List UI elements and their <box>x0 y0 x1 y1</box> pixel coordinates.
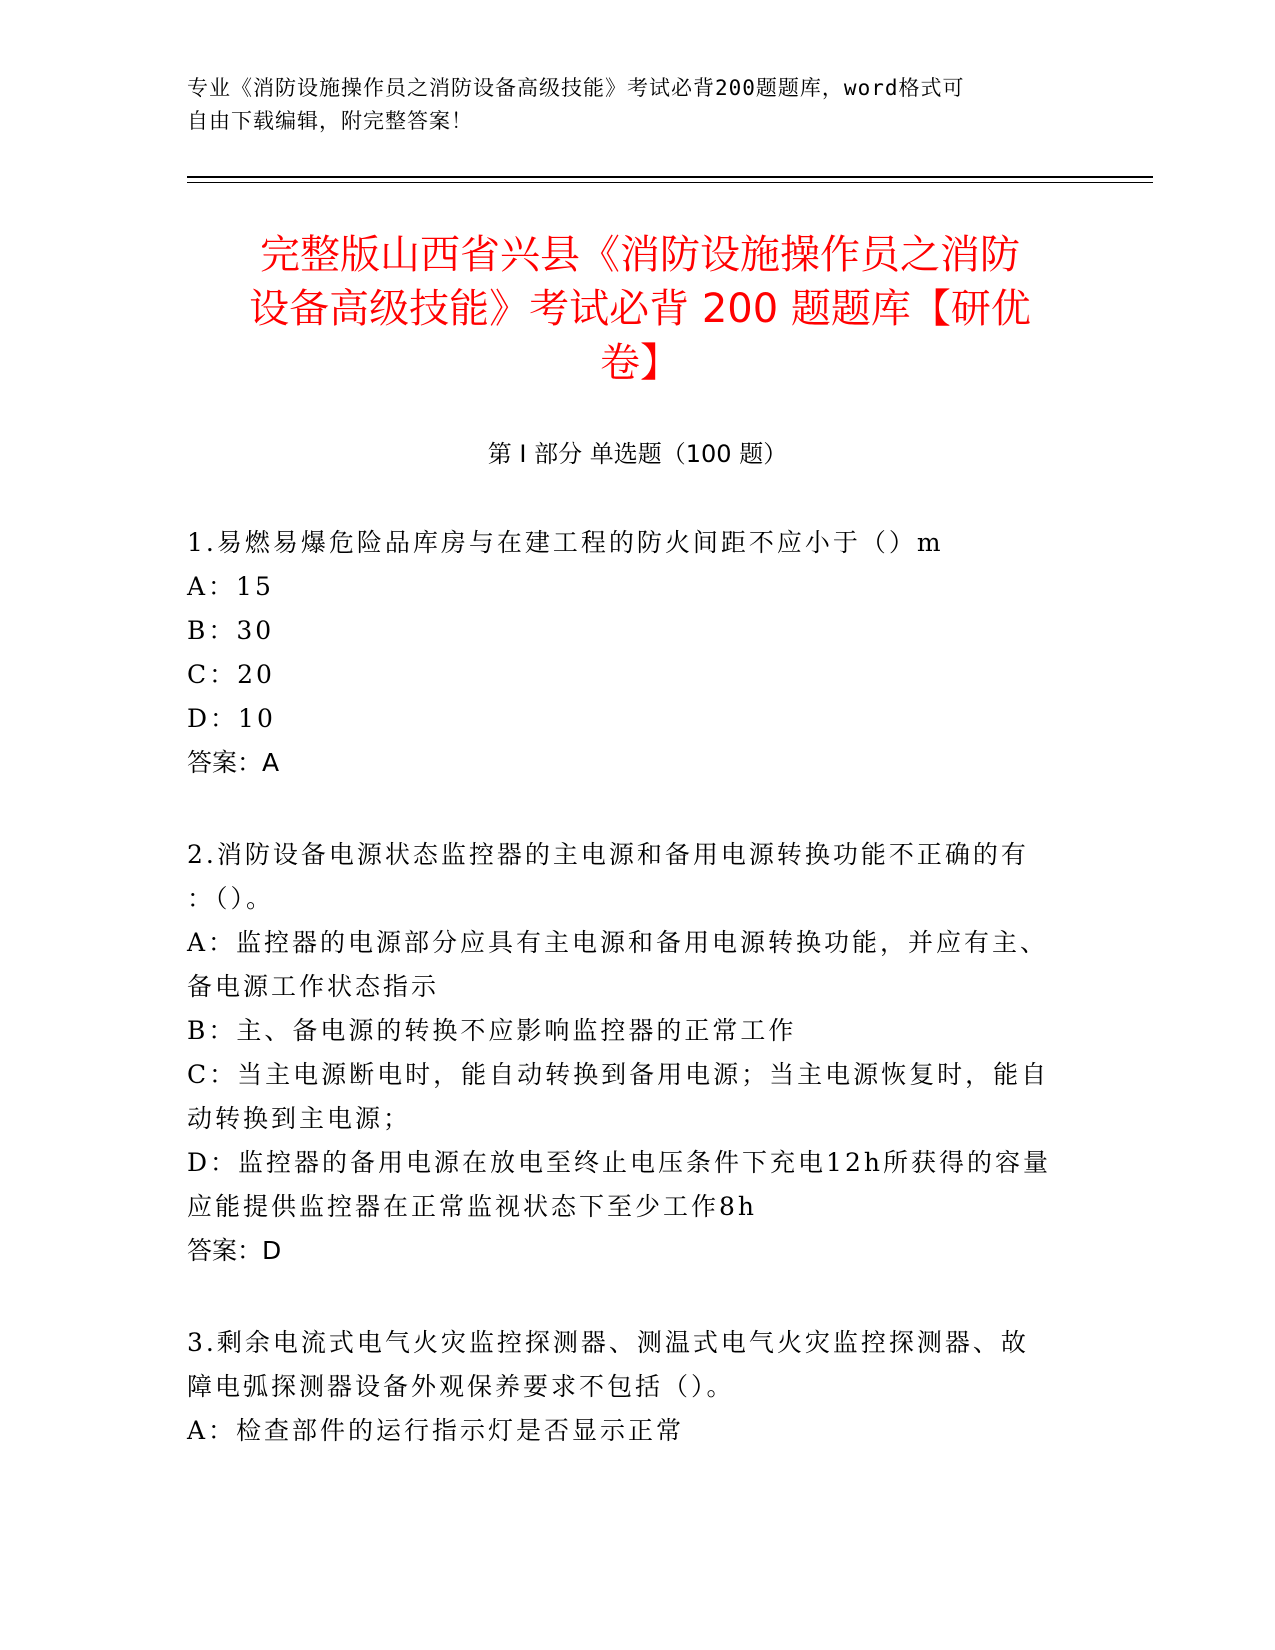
header-divider-thick <box>187 176 1153 178</box>
header-note-line: 自由下载编辑，附完整答案！ <box>187 109 473 133</box>
title-line: 完整版山西省兴县《消防设施操作员之消防 <box>260 232 1020 278</box>
question-2-option-b: B：主、备电源的转换不应影响监控器的正常工作 <box>187 1016 797 1045</box>
question-2-option-a: 备电源工作状态指示 <box>187 972 440 1001</box>
question-2-option-a: A：监控器的电源部分应具有主电源和备用电源转换功能，并应有主、 <box>187 928 1049 957</box>
question-1-option-c: C：20 <box>187 660 275 689</box>
header-divider-thin <box>187 182 1153 183</box>
title-line: 卷】 <box>600 340 680 386</box>
section-title: 第 I 部分 单选题（100 题） <box>487 440 788 468</box>
question-1-option-d: D：10 <box>187 704 276 733</box>
header-note <box>187 72 1067 138</box>
question-3-option-a: A：检查部件的运行指示灯是否显示正常 <box>187 1416 685 1445</box>
question-2-answer: 答案：D <box>187 1236 282 1265</box>
question-3-stem: 3.剩余电流式电气火灾监控探测器、测温式电气火灾监控探测器、故 <box>187 1328 1029 1357</box>
question-1-option-b: B：30 <box>187 616 275 645</box>
question-2-option-c: 动转换到主电源； <box>187 1104 412 1133</box>
question-2-stem: ：（）。 <box>187 884 275 913</box>
question-2-stem: 2.消防设备电源状态监控器的主电源和备用电源转换功能不正确的有 <box>187 840 1029 869</box>
question-1-option-a: A：15 <box>187 572 274 601</box>
question-1-stem: 1.易燃易爆危险品库房与在建工程的防火间距不应小于（）m <box>187 528 944 557</box>
title-line: 设备高级技能》考试必背 200 题题库【研优 <box>249 286 1031 332</box>
document-title <box>190 228 1090 390</box>
question-1-answer: 答案：A <box>187 748 280 777</box>
header-note-line: 专业《消防设施操作员之消防设备高级技能》考试必背200题题库，word格式可 <box>187 76 965 100</box>
question-3-stem: 障电弧探测器设备外观保养要求不包括（）。 <box>187 1372 735 1401</box>
question-2-option-d: D：监控器的备用电源在放电至终止电压条件下充电12h所获得的容量 <box>187 1148 1051 1177</box>
question-2-option-c: C：当主电源断电时，能自动转换到备用电源；当主电源恢复时，能自 <box>187 1060 1050 1089</box>
question-2-option-d: 应能提供监控器在正常监视状态下至少工作8h <box>187 1192 758 1221</box>
